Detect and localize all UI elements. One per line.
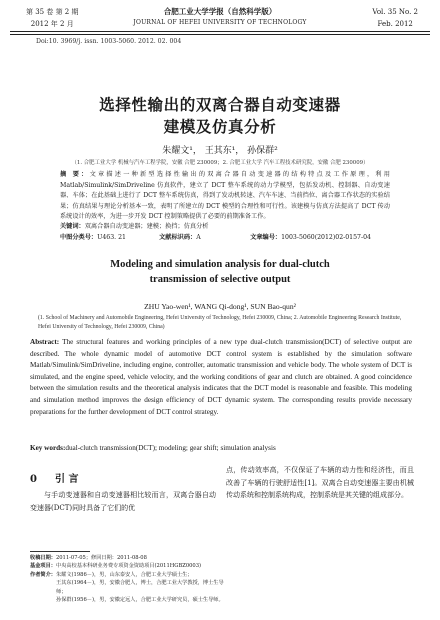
date-cn: 2012 年 2 月	[30, 20, 74, 28]
fund-label: 基金项目：	[30, 563, 56, 570]
author-bio-label: 作者简介：	[30, 571, 56, 578]
authors-cn: 朱耀文¹， 王其东¹， 孙保群²	[162, 146, 278, 156]
doi: Doi:10. 3969/j. issn. 1003-5060. 2012. 02. 004	[36, 38, 182, 45]
section-heading	[30, 470, 216, 485]
volume-en: Vol. 35 No. 2	[372, 8, 418, 16]
volume-cn: 第 35 卷 第 2 期	[26, 8, 79, 16]
title-cn-line2: 建模及仿真分析	[163, 117, 277, 136]
received-value: 2011-07-05；修回日期：2011-08-08	[55, 555, 147, 561]
keywords-cn-label: 关键词：	[60, 223, 85, 230]
keywords-cn	[60, 222, 390, 232]
footnote-fund	[30, 562, 230, 570]
abstract-cn-text: 文章描述一种新型选择性输出的双离合器自动变速器的结构特点及工作原理，利用 Matlab/Simulink/SimDriveline 仿真软件，建立了 DCT 整车系统的动力学模型，包括发动机、控制器、自动变速器、车体；在此基础上进行了 DCT 整车系统仿真，得到了发动机转速、汽车车速、当前挡位、离合器工作状态的实验结果；仿真结果与理论分析基本一致，表明了所建立的 DCT 模型的合理性和可行性。该建模与仿真方法提高了 DCT 传动系统设计的效率，为进一步开发 DCT 控制策略提供了必要的前期准备工作。	[60, 171, 390, 220]
journal-name-en: JOURNAL OF HEFEI UNIVERSITY OF TECHNOLOGY	[133, 19, 307, 26]
fund-value: 中央高校基本科研业务费专项资金资助项目(2011HGBZ0003)	[55, 563, 202, 570]
abstract-en-label: Abstract:	[30, 338, 60, 346]
affiliations-en: (1. School of Machinery and Automobile Engineering, Hefei University of Technology, Hefei 230009, China; 2. Automobile Engineering Research Institute, Hefei University of Technology, Hefei 230009, China)	[38, 315, 402, 330]
article-no-label: 文章编号：	[250, 234, 282, 241]
affiliations-cn: （1. 合肥工业大学 机械与汽车工程学院，安徽 合肥 230009；2. 合肥工业大学 汽车工程技术研究院，安徽 合肥 230009）	[71, 160, 369, 166]
clc-value: U463. 21	[97, 234, 126, 241]
header-rule-thin	[10, 34, 430, 35]
title-cn-line1: 选择性输出的双离合器自动变速器	[99, 95, 341, 114]
received-label: 收稿日期：	[30, 555, 56, 561]
doc-code-label: 文献标识码：	[159, 234, 197, 241]
title-en-line2: transmission of selective output	[149, 274, 291, 285]
footnote-rule	[30, 551, 90, 552]
footnote-received	[30, 554, 230, 562]
keywords-en	[30, 443, 412, 454]
keywords-en-text: dual-clutch transmission(DCT); modeling; gear shift; simulation analysis	[65, 444, 276, 452]
journal-name-cn: 合肥工业大学学报（自然科学版）	[163, 7, 277, 16]
footnote-author1	[30, 571, 230, 579]
abstract-cn-label: 摘 要：	[60, 171, 90, 178]
keywords-cn-text: 双离合器自动变速器；建模；换挡；仿真分析	[84, 223, 209, 230]
abstract-cn	[60, 170, 390, 223]
header-right	[372, 6, 418, 30]
date-en: Feb. 2012	[377, 20, 413, 28]
intro-body-left: 与手动变速器和自动变速器相比较而言，双离合器自动变速器(DCT)同时具备了它们的优	[30, 491, 216, 512]
keywords-en-label: Key words:	[30, 444, 66, 452]
abstract-en-text: The structural features and working principles of a new type dual-clutch transmission(DCT) of selective output are described. The whole dynamic model of automotive DCT control system is established by the simulation software Matlab/Simulink/SimDriveline, including engine, controller, automatic transmission and vehicle body. The whole system of DCT is simulated, and the engine speed, vehicle velocity, and the working conditions of gear and clutch are obtained. A good coincidence between the simulation results and the theoretical analysis indicates that the DCT model is reasonable and feasible. This modeling and simulation method improves the design efficiency of DCT dynamic system. The corresponding results provide necessary preparations for the further development of DCT control strategy.	[30, 338, 413, 416]
footnote-author2: 王其东(1964－)，男，安徽合肥人，博士，合肥工业大学教授，博士生导师；	[56, 580, 224, 595]
abstract-en	[30, 337, 412, 418]
classification-line	[60, 233, 390, 243]
authors-en: ZHU Yao-wen¹, WANG Qi-dong¹, SUN Bao-qun²	[144, 302, 296, 311]
header-rule-thick	[10, 31, 430, 32]
title-en-line1: Modeling and simulation analysis for dual-clutch	[110, 259, 330, 270]
intro-body-right: 点，传动效率高，不仅保证了车辆的动力性和经济性，而且改善了车辆的行驶舒适性[1]。双离合自动变速器主要由机械传动系统和控制系统构成，控制系统是其关键的组成部分。	[226, 466, 414, 499]
author1-bio: 朱耀文(1986－)，男，山东泰安人，合肥工业大学硕士生；	[55, 571, 193, 578]
clc-label: 中图分类号：	[60, 234, 98, 241]
section-number: 0	[30, 474, 37, 485]
article-no-value: 1003-5060(2012)02-0157-04	[281, 234, 371, 241]
section-title: 引 言	[54, 474, 79, 485]
footnote	[30, 554, 230, 604]
footnote-author3: 孙保群(1956－)，男，安徽定远人，合肥工业大学研究员，硕士生导师。	[56, 597, 224, 604]
doc-code-value: A	[196, 234, 201, 241]
